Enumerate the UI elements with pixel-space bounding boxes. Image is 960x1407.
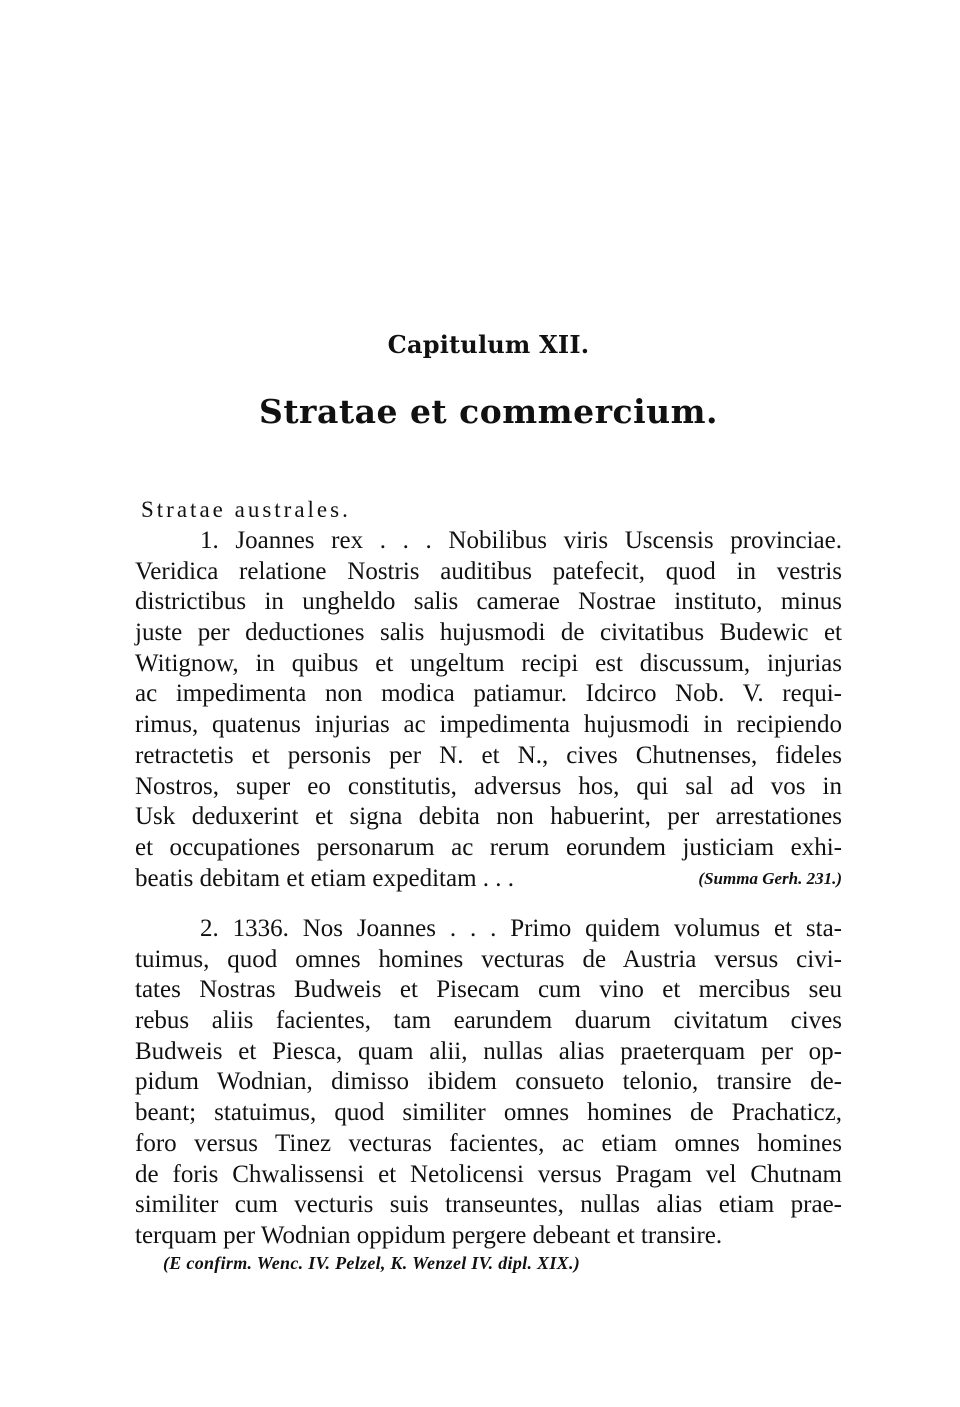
text-line: beant; statuimus, quod similiter omnes homines de Prachaticz, (135, 1099, 842, 1127)
paragraph-1 (135, 526, 842, 894)
text-line: 2. 1336. Nos Joannes . . . Primo quidem volumus et sta- (200, 915, 842, 942)
citation: (E confirm. Wenc. IV. Pelzel, K. Wenzel IV. dipl. XIX.) (163, 1253, 581, 1273)
section-heading: Stratae australes. (141, 497, 351, 522)
chapter-heading: Capitulum XII. (387, 330, 590, 359)
text-line: Usk deduxerint et signa debita non habuerint, per arrestationes (135, 803, 842, 831)
paragraph-2 (135, 914, 842, 1252)
text-line: Budweis et Piesca, quam alii, nullas alias praeterquam per op- (135, 1037, 842, 1065)
text-line: rebus aliis facientes, tam earundem duarum civitatum cives (135, 1007, 842, 1035)
text-line: Witignow, in quibus et ungeltum recipi est discussum, injurias (135, 649, 842, 677)
text-line: pidum Wodnian, dimisso ibidem consueto telonio, transire de- (135, 1068, 842, 1096)
text-line: ac impedimenta non modica patiamur. Idcirco Nob. V. requi- (135, 680, 842, 708)
text-line-last: terquam per Wodnian oppidum pergere debeant et transire. (135, 1221, 723, 1249)
citation: (Summa Gerh. 231.) (698, 868, 842, 888)
text-line: tuimus, quod omnes homines vecturas de Austria versus civi- (135, 945, 842, 973)
text-line: 1. Joannes rex . . . Nobilibus viris Uscensis provinciae. (200, 527, 842, 554)
text-line: tates Nostras Budweis et Pisecam cum vino et mercibus seu (135, 976, 842, 1004)
text-line: Nostros, super eo constitutis, adversus hos, qui sal ad vos in (135, 772, 842, 800)
text-line: de foris Chwalissensi et Netolicensi versus Pragam vel Chutnam (135, 1160, 842, 1188)
chapter-title: Stratae et commercium. (258, 392, 719, 431)
text-line: districtibus in ungheldo salis camerae Nostrae instituto, minus (135, 588, 842, 616)
text-line: Veridica relatione Nostris auditibus patefecit, quod in vestris (135, 557, 842, 585)
text-line-last (135, 864, 842, 895)
text-line: retractetis et personis per N. et N., cives Chutnenses, fideles (135, 741, 842, 769)
text-line-content: beatis debitam et etiam expeditam . . . (135, 864, 515, 892)
text-line: et occupationes personarum ac rerum eorundem justiciam exhi- (135, 833, 842, 861)
text-line: rimus, quatenus injurias ac impedimenta hujusmodi in recipiendo (135, 711, 842, 739)
text-line: juste per deductiones salis hujusmodi de civitatibus Budewic et (135, 619, 842, 647)
text-line: similiter cum vecturis suis transeuntes, nullas alias etiam prae- (135, 1191, 842, 1219)
text-line: foro versus Tinez vecturas facientes, ac etiam omnes homines (135, 1129, 842, 1157)
